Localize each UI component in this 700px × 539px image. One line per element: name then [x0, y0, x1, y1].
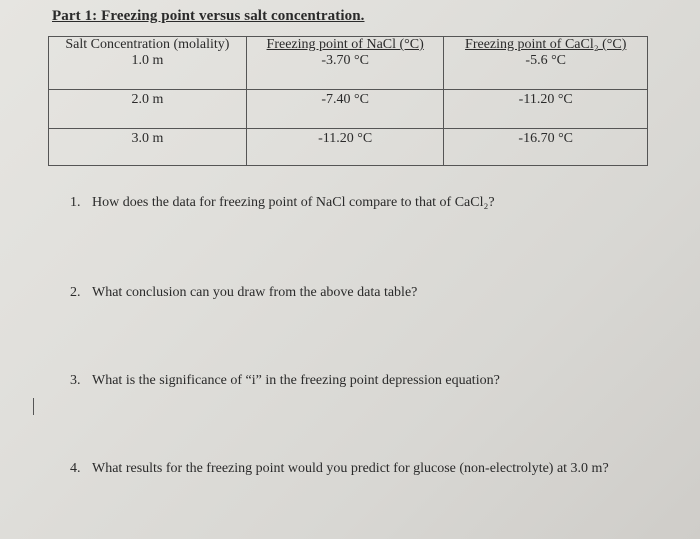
margin-pencil-mark [33, 398, 34, 415]
question-number: 1. [70, 195, 81, 210]
question-number: 3. [70, 373, 81, 388]
question-text: How does the data for freezing point of NaCl compare to that of CaCl₂? [92, 195, 495, 210]
question-text: What conclusion can you draw from the above data table? [92, 285, 418, 300]
question-1 [70, 194, 495, 211]
cell-nacl: -11.20 °C [246, 129, 444, 166]
table-header-row [49, 37, 648, 54]
cell-nacl: -3.70 °C [246, 53, 444, 90]
cell-cacl2: -16.70 °C [444, 129, 648, 166]
cell-cacl2: -5.6 °C [444, 53, 648, 90]
freezing-point-table [48, 36, 648, 166]
table-row [49, 90, 648, 129]
section-title: Part 1: Freezing point versus salt concentration. [52, 8, 365, 24]
question-2 [70, 284, 417, 301]
table-row [49, 53, 648, 90]
question-number: 2. [70, 285, 81, 300]
table-row [49, 129, 648, 166]
question-3 [70, 372, 500, 389]
question-text: What results for the freezing point would you predict for glucose (non-electrolyte) at 3.0 m? [92, 461, 609, 476]
header-nacl-freezing-point: Freezing point of NaCl (°C) [246, 37, 444, 54]
question-number: 4. [70, 461, 81, 476]
cell-concentration: 3.0 m [49, 129, 247, 166]
header-salt-concentration: Salt Concentration (molality) [49, 37, 247, 54]
question-4 [70, 460, 630, 477]
cell-nacl: -7.40 °C [246, 90, 444, 129]
cell-cacl2: -11.20 °C [444, 90, 648, 129]
question-text: What is the significance of “i” in the freezing point depression equation? [92, 373, 500, 388]
header-cacl2-freezing-point: Freezing point of CaCl₂ (°C) [444, 37, 648, 54]
cell-concentration: 2.0 m [49, 90, 247, 129]
cell-concentration: 1.0 m [49, 53, 247, 90]
